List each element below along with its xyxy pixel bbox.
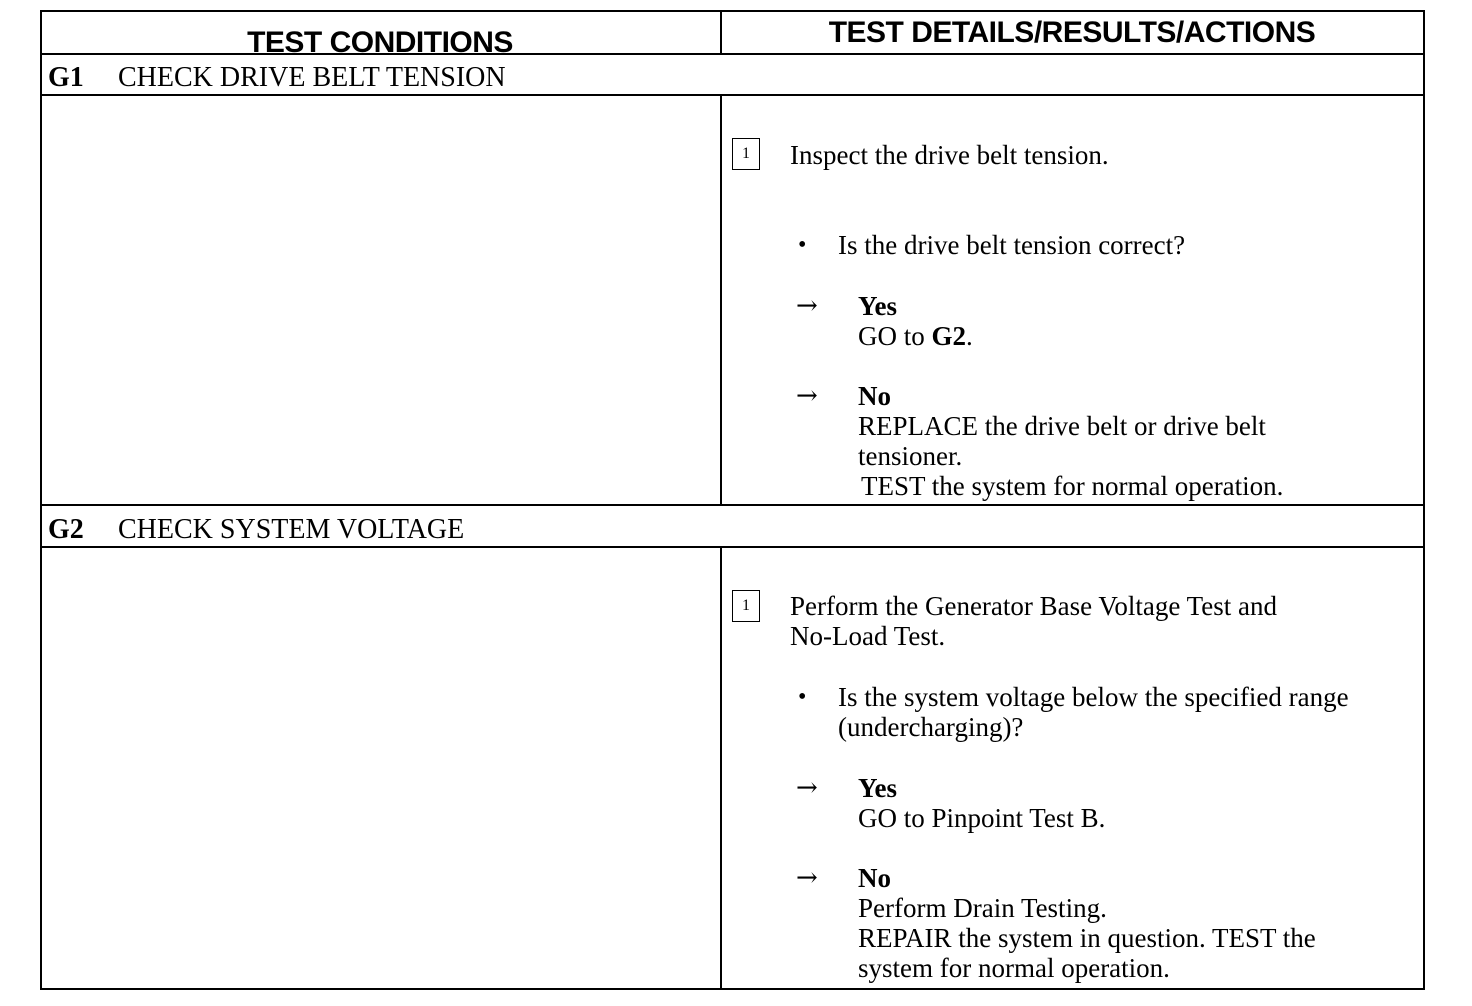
header-test-details: TEST DETAILS/RESULTS/ACTIONS [828,16,1316,49]
section-title-text: CHECK DRIVE BELT TENSION [118,62,506,93]
answer-yes-action: GO to Pinpoint Test B. [858,803,1106,833]
table-top-border [40,10,1425,12]
step-number-box: 1 [732,590,760,622]
answer-yes-label: Yes [858,291,897,321]
step-number-box: 1 [732,138,760,170]
g2-title-divider [40,546,1425,548]
answer-no-line: REPLACE the drive belt or drive belt [858,411,1266,441]
answer-no-line: system for normal operation. [858,953,1170,983]
bullet-icon: • [798,232,807,258]
step-instruction: Inspect the drive belt tension. [790,140,1109,170]
answer-no [858,863,1316,983]
step-instruction: Perform the Generator Base Voltage Test and No-Load Test. [790,591,1277,651]
arrow-right-icon: → [796,863,818,893]
answer-yes [858,291,973,351]
g1-title-divider [40,94,1425,96]
answer-no-label: No [858,381,891,411]
answer-no-line: tensioner. [858,441,963,471]
table-left-border [40,10,42,990]
arrow-right-icon: → [796,381,818,411]
diagnostic-table [40,10,1425,990]
section-code: G1 [48,62,84,93]
answer-no-line: Perform Drain Testing. [858,893,1107,923]
answer-no [858,381,1283,501]
g2-column-divider [720,546,722,990]
bullet-icon: • [798,684,807,710]
section-title-g1 [48,62,506,94]
answer-no-line: REPAIR the system in question. TEST the [858,923,1316,953]
g2-section-divider [40,504,1425,506]
answer-no-label: No [858,863,891,893]
answer-yes-label: Yes [858,773,897,803]
section-title-text: CHECK SYSTEM VOLTAGE [118,514,465,545]
arrow-right-icon: → [796,291,818,321]
section-title-g2 [48,514,464,546]
arrow-right-icon: → [796,773,818,803]
question-text: Is the system voltage below the specified range (undercharging)? [838,682,1349,742]
header-test-conditions: TEST CONDITIONS [247,26,513,59]
answer-yes [858,773,1105,833]
question-text: Is the drive belt tension correct? [838,230,1186,260]
table-right-border [1423,10,1425,990]
answer-no-line: TEST the system for normal operation. [861,471,1284,501]
section-code: G2 [48,514,84,545]
answer-yes-action: GO to G2. [858,321,973,351]
table-bottom-border [40,988,1425,990]
g1-column-divider [720,94,722,505]
